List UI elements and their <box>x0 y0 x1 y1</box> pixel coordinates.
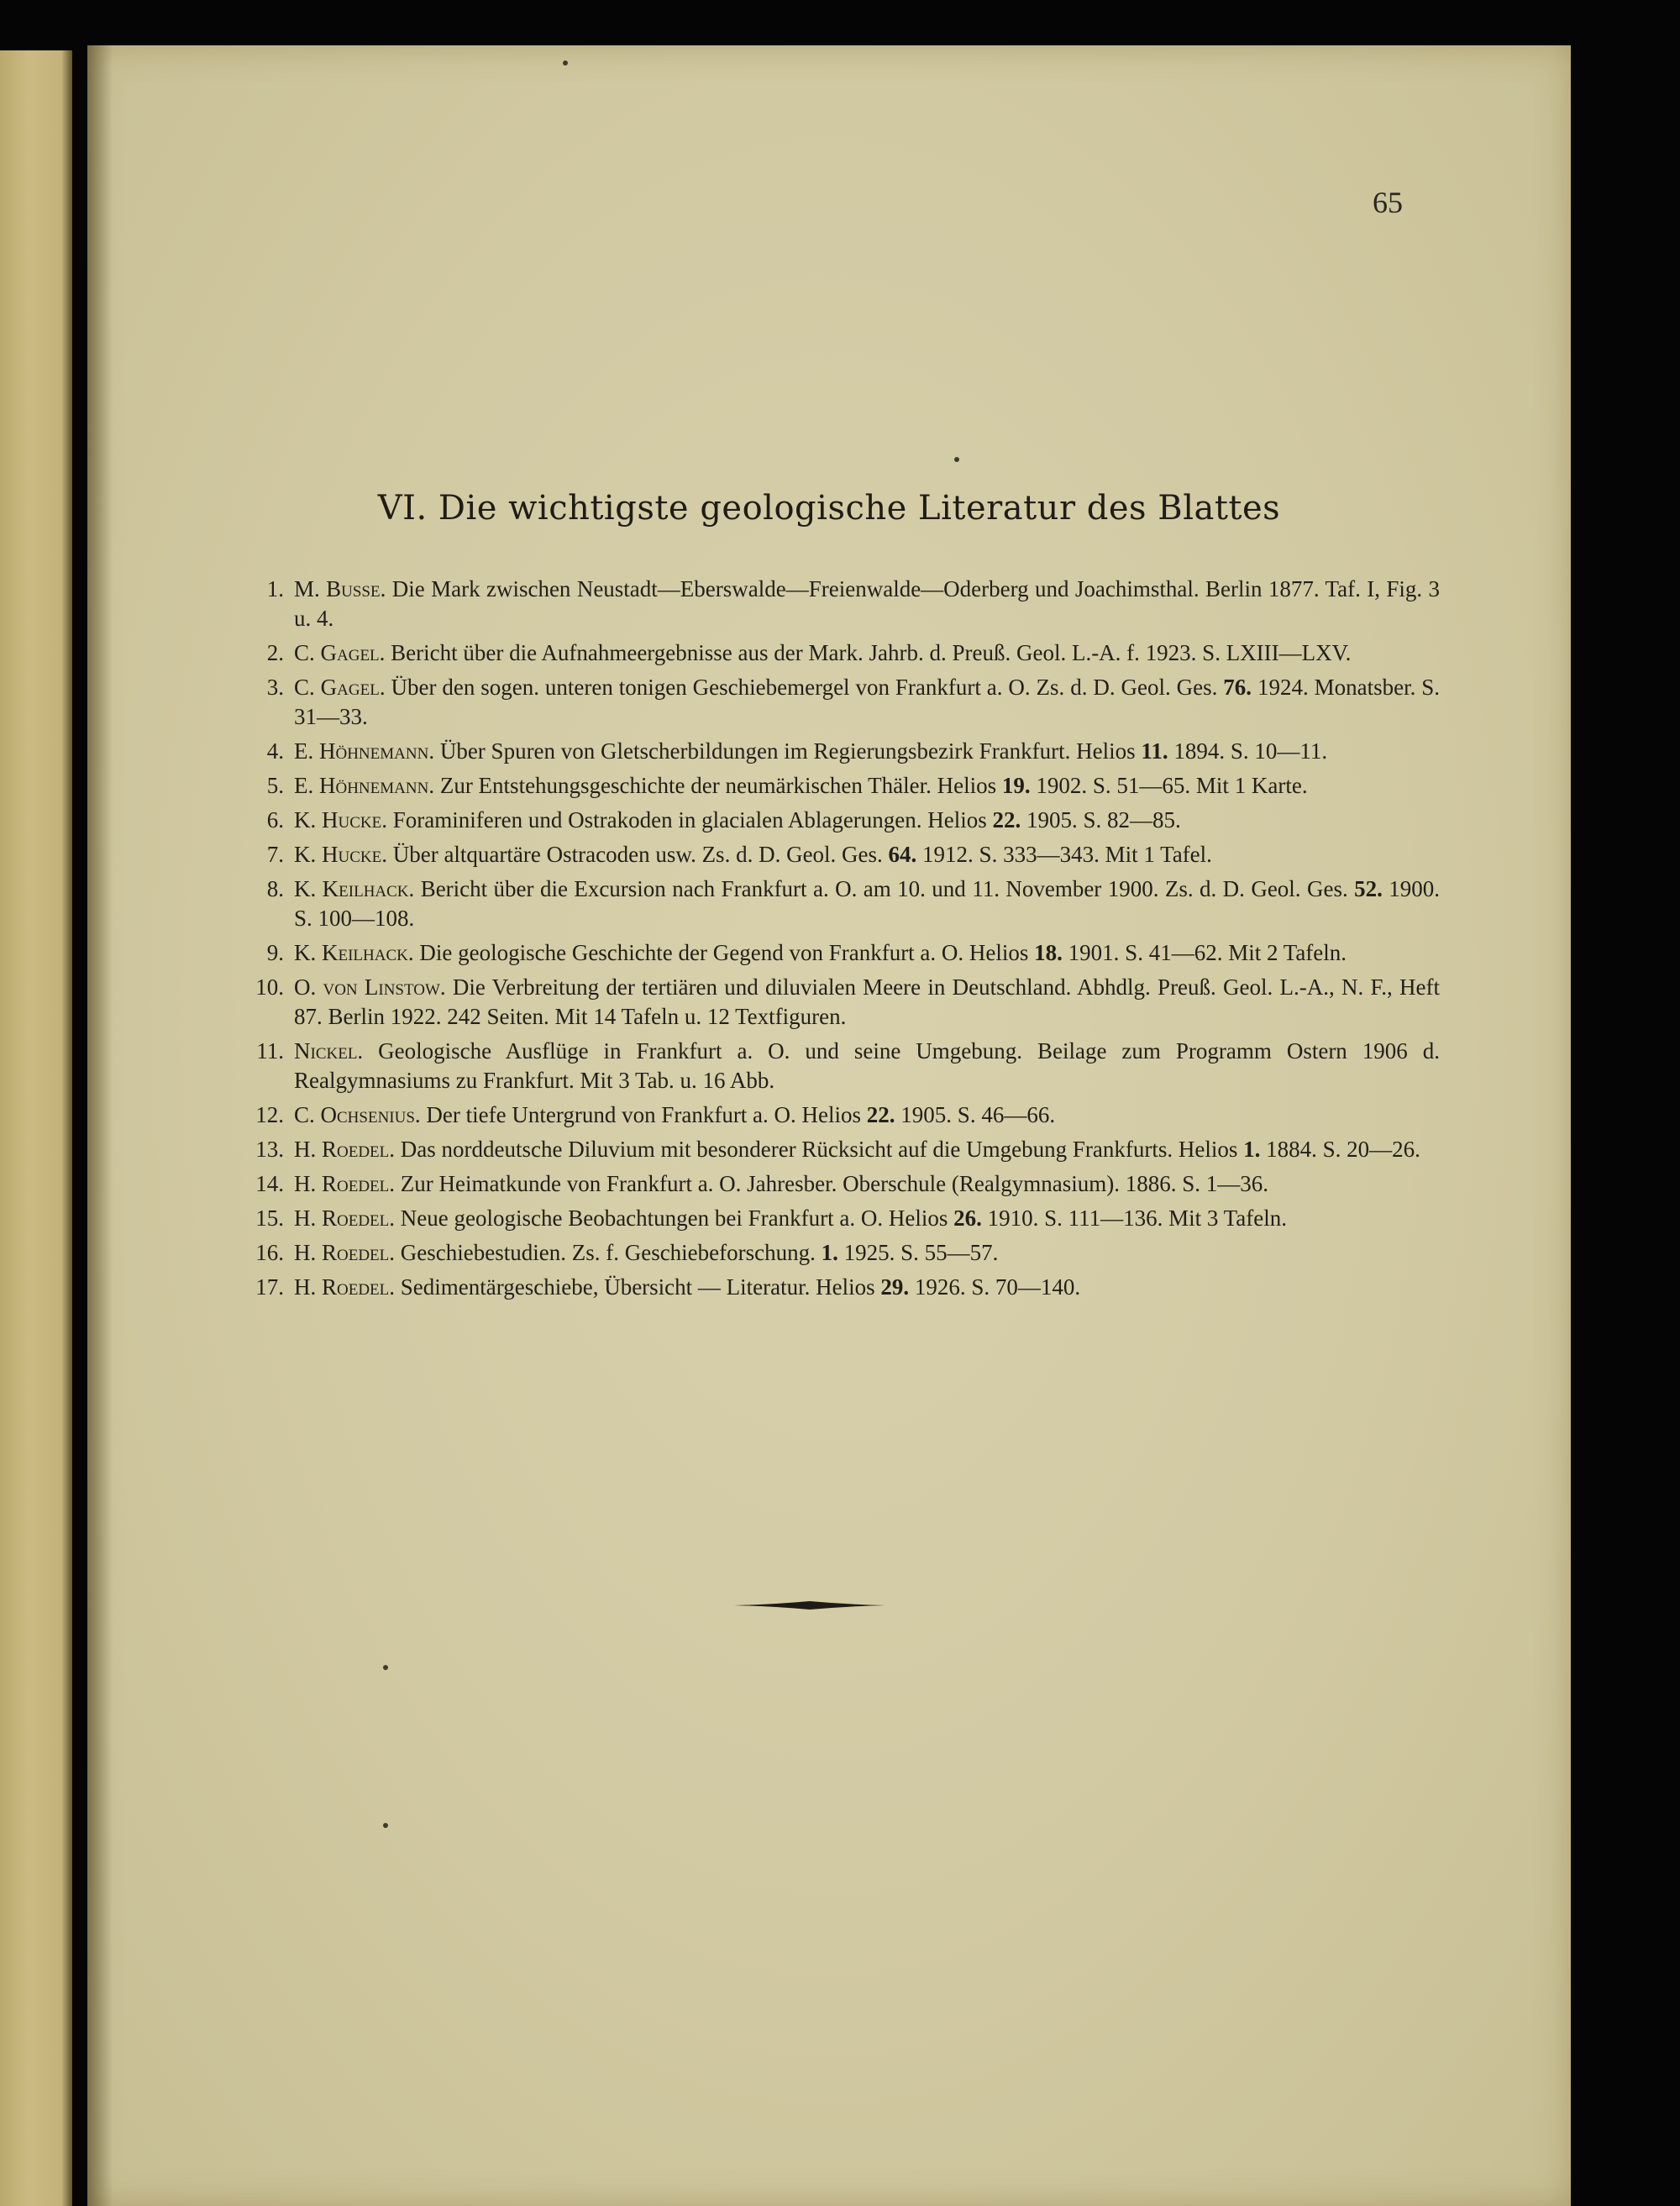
reference-text <box>294 806 1440 835</box>
reference-volume: 52. <box>1354 876 1383 901</box>
reference-number: 16. <box>255 1240 284 1265</box>
reference-author: H. Roedel. <box>294 1171 396 1196</box>
paper-speck <box>954 457 959 462</box>
reference-volume: 11. <box>1141 738 1168 764</box>
reference-volume: 1. <box>821 1240 838 1265</box>
adjacent-page-edge <box>0 50 72 2206</box>
section-title: VI. Die wichtigste geologische Literatur des Blattes <box>377 489 1281 528</box>
reference-title: Das norddeutsche Diluvium mit besonderer Rücksicht auf die Umgebung Frankfurts. Helios <box>400 1137 1238 1162</box>
reference-text <box>294 938 1440 968</box>
reference-author: E. Höhnemann. <box>294 738 435 764</box>
reference-author: C. Gagel. <box>294 675 386 700</box>
reference-number: 4. <box>266 738 284 764</box>
reference-author: K. Hucke. <box>294 807 387 833</box>
reference-item <box>247 938 1440 968</box>
reference-number: 8. <box>266 876 284 901</box>
reference-details: 1905. S. 82—85. <box>1026 807 1181 833</box>
reference-details: 1901. S. 41—62. Mit 2 Tafeln. <box>1068 940 1347 965</box>
reference-item <box>247 1037 1440 1095</box>
reference-title: Zur Entstehungsgeschichte der neumärkischen Thäler. Helios <box>439 773 997 798</box>
reference-text <box>294 1238 1440 1268</box>
reference-text <box>294 1100 1440 1130</box>
reference-details: 1924. Monatsber. S. 31—33. <box>294 675 1440 729</box>
reference-item <box>247 1169 1440 1199</box>
reference-item <box>247 875 1440 933</box>
reference-volume: 1. <box>1243 1137 1261 1162</box>
reference-title: Über altquartäre Ostracoden usw. Zs. d. D. Geol. Ges. <box>392 842 883 867</box>
paper-speck <box>563 60 568 66</box>
reference-title: Sedimentärgeschiebe, Übersicht — Literatur. Helios <box>400 1274 875 1300</box>
reference-text <box>294 875 1440 933</box>
book-page <box>87 45 1571 2206</box>
reference-author: H. Roedel. <box>294 1240 396 1265</box>
reference-text <box>294 1204 1440 1233</box>
page-number: 65 <box>1373 186 1403 219</box>
reference-item <box>247 1100 1440 1130</box>
reference-text <box>294 1037 1440 1095</box>
gutter-shadow <box>87 45 113 2206</box>
reference-item <box>247 1238 1440 1268</box>
reference-text <box>294 737 1440 766</box>
reference-title: Foraminiferen und Ostrakoden in glacialen Ablagerungen. Helios <box>392 807 987 833</box>
reference-title: Über Spuren von Gletscherbildungen im Regierungsbezirk Frankfurt. Helios <box>439 738 1136 764</box>
reference-volume: 19. <box>1001 773 1031 798</box>
reference-item <box>247 840 1440 869</box>
reference-volume: 22. <box>992 807 1021 833</box>
reference-author: K. Keilhack. <box>294 940 414 965</box>
reference-title: Neue geologische Beobachtungen bei Frankfurt a. O. Helios <box>400 1205 948 1231</box>
reference-list <box>247 575 1440 1307</box>
reference-volume: 22. <box>866 1102 895 1127</box>
paper-speck <box>383 1823 388 1828</box>
reference-author: C. Gagel. <box>294 640 386 665</box>
reference-title: Zur Heimatkunde von Frankfurt a. O. Jahresber. Oberschule (Realgymnasium). 1886. S. 1—36. <box>400 1171 1269 1196</box>
reference-text <box>294 1169 1440 1199</box>
reference-volume: 18. <box>1034 940 1063 965</box>
paper-speck <box>383 1665 388 1670</box>
reference-volume: 64. <box>888 842 917 867</box>
reference-text <box>294 840 1440 869</box>
reference-text <box>294 673 1440 732</box>
reference-number: 17. <box>255 1274 284 1300</box>
reference-author: E. Höhnemann. <box>294 773 435 798</box>
reference-item <box>247 1204 1440 1233</box>
reference-item <box>247 806 1440 835</box>
reference-number: 7. <box>266 842 284 867</box>
reference-item <box>247 973 1440 1032</box>
reference-number: 1. <box>266 576 284 601</box>
reference-volume: 29. <box>880 1274 910 1300</box>
reference-details: 1912. S. 333—343. Mit 1 Tafel. <box>922 842 1212 867</box>
reference-number: 12. <box>255 1102 284 1127</box>
reference-title: Die Mark zwischen Neustadt—Eberswalde—Freienwalde—Oderberg und Joachimsthal. Berlin 1877. Taf. I, Fig. 3 u. 4. <box>294 576 1441 631</box>
reference-item <box>247 1135 1440 1164</box>
reference-item <box>247 737 1440 766</box>
reference-item <box>247 771 1440 801</box>
reference-volume: 76. <box>1223 675 1252 700</box>
reference-number: 13. <box>255 1137 284 1162</box>
reference-author: H. Roedel. <box>294 1274 396 1300</box>
reference-author: C. Ochsenius. <box>294 1102 421 1127</box>
end-ornament <box>734 1599 885 1611</box>
reference-author: H. Roedel. <box>294 1137 396 1162</box>
reference-title: Geschiebestudien. Zs. f. Geschiebeforschung. <box>400 1240 816 1265</box>
reference-author: K. Hucke. <box>294 842 387 867</box>
reference-item <box>247 673 1440 732</box>
reference-author: Nickel. <box>294 1038 364 1064</box>
reference-number: 5. <box>266 773 284 798</box>
reference-number: 3. <box>266 675 284 700</box>
reference-title: Über den sogen. unteren tonigen Geschiebemergel von Frankfurt a. O. Zs. d. D. Geol. Ges. <box>391 675 1218 700</box>
reference-details: 1910. S. 111—136. Mit 3 Tafeln. <box>987 1205 1287 1231</box>
reference-number: 11. <box>256 1038 284 1064</box>
reference-author: H. Roedel. <box>294 1205 396 1231</box>
reference-title: Die Verbreitung der tertiären und diluvialen Meere in Deutschland. Abhdlg. Preuß. Geol. L.-A., N. F., Heft 87. Berlin 1922. 242 Seiten. Mit 14 Tafeln u. 12 Textfiguren. <box>294 974 1441 1029</box>
reference-details: 1925. S. 55—57. <box>843 1240 999 1265</box>
reference-author: M. Busse. <box>294 576 386 601</box>
reference-number: 14. <box>255 1171 284 1196</box>
reference-title: Die geologische Geschichte der Gegend von Frankfurt a. O. Helios <box>419 940 1029 965</box>
reference-title: Bericht über die Excursion nach Frankfurt a. O. am 10. und 11. November 1900. Zs. d. D. Geol. Ges. <box>420 876 1348 901</box>
reference-title: Der tiefe Untergrund von Frankfurt a. O. Helios <box>426 1102 862 1127</box>
reference-text <box>294 1273 1440 1302</box>
reference-number: 2. <box>266 640 284 665</box>
reference-details: 1894. S. 10—11. <box>1173 738 1328 764</box>
reference-number: 9. <box>266 940 284 965</box>
reference-details: 1926. S. 70—140. <box>914 1274 1081 1300</box>
reference-author: K. Keilhack. <box>294 876 415 901</box>
reference-number: 10. <box>255 974 284 1000</box>
reference-number: 6. <box>266 807 284 833</box>
reference-text <box>294 771 1440 801</box>
reference-item <box>247 638 1440 668</box>
reference-details: 1884. S. 20—26. <box>1266 1137 1420 1162</box>
reference-details: 1902. S. 51—65. Mit 1 Karte. <box>1036 773 1308 798</box>
reference-details: 1900. S. 100—108. <box>294 876 1441 931</box>
reference-volume: 26. <box>953 1205 982 1231</box>
reference-text <box>294 638 1440 668</box>
reference-details: 1905. S. 46—66. <box>900 1102 1056 1127</box>
reference-item <box>247 575 1440 633</box>
reference-author: O. von Linstow. <box>294 974 446 1000</box>
reference-title: Bericht über die Aufnahmeergebnisse aus der Mark. Jahrb. d. Preuß. Geol. L.-A. f. 1923. S. LXIII—LXV. <box>391 640 1352 665</box>
reference-title: Geologische Ausflüge in Frankfurt a. O. und seine Umgebung. Beilage zum Programm Ostern 1906 d. Realgymnasiums zu Frankfurt. Mit 3 Tab. u. 16 Abb. <box>294 1038 1440 1093</box>
reference-text <box>294 575 1440 633</box>
reference-text <box>294 973 1440 1032</box>
reference-number: 15. <box>255 1205 284 1231</box>
reference-item <box>247 1273 1440 1302</box>
reference-text <box>294 1135 1440 1164</box>
